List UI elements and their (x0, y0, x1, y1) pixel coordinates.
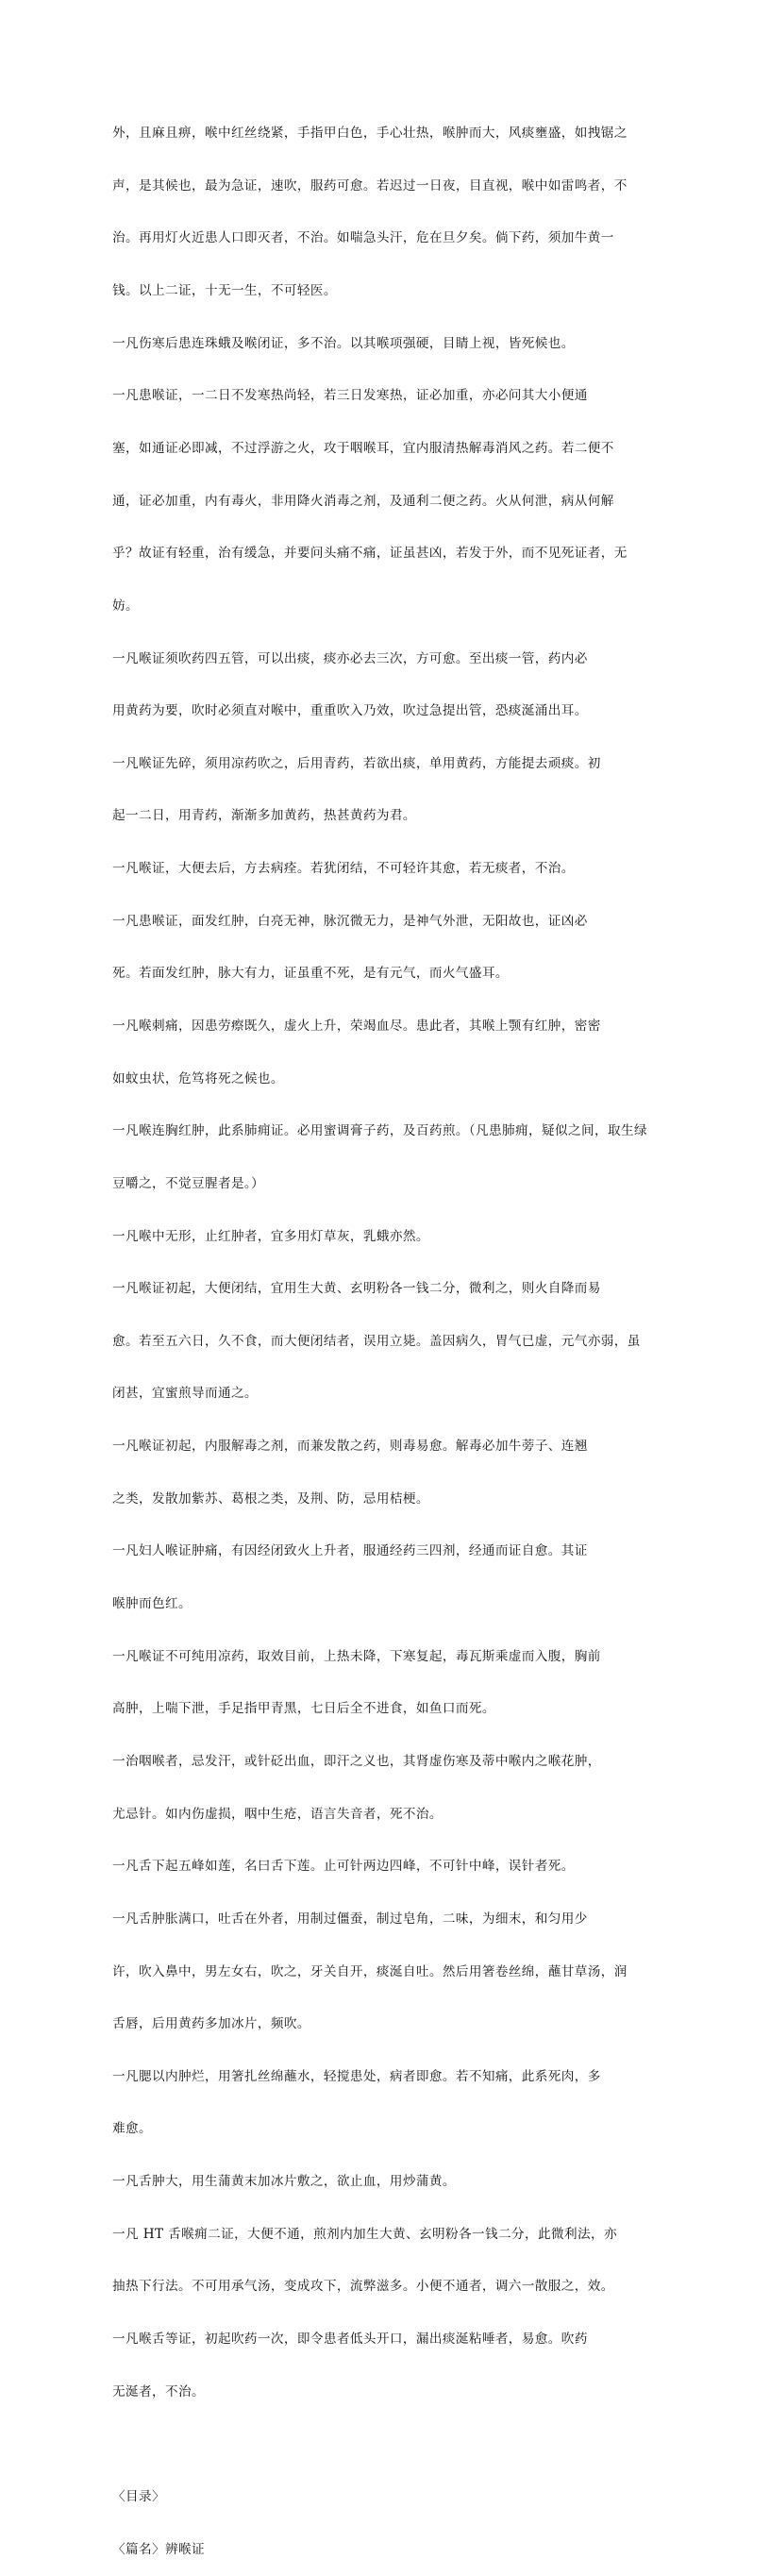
text-line: 通，证必加重，内有毒火，非用降火消毒之剂，及通利二便之药。火从何泄，病从何解 (112, 493, 614, 509)
text-line: 许，吹入鼻中，男左女右，吹之，牙关自开，痰涎自吐。然后用箸卷丝绵，蘸甘草汤，润 (112, 1963, 628, 1979)
text-line: 一凡喉连胸红肿，此系肺痈证。必用蜜调膏子药，及百药煎。（凡患肺痈，疑似之间，取生绿 (112, 1123, 647, 1139)
text-line: 一凡喉舌等证，初起吹药一次，即令患者低头开口，漏出痰涎粘唾者，易愈。吹药 (112, 2332, 588, 2347)
text-line: 用黄药为要，吹时必须直对喉中，重重吹入乃效，吹过急提出管，恐痰涎涌出耳。 (112, 703, 588, 719)
text-line: 愈。若至五六日，久不食，而大便闭结者，误用立毙。盖因病久，胃气已虚，元气亦弱，虽 (112, 1333, 641, 1349)
text-line: 一凡喉中无形，止红肿者，宜多用灯草灰，乳蛾亦然。 (112, 1228, 429, 1244)
text-line: 一凡舌肿胀满口，吐舌在外者，用制过僵蚕，制过皂角，二味，为细末，和匀用少 (112, 1911, 588, 1927)
text-line: 一凡喉证须吹药四五管，可以出痰，痰亦必去三次，方可愈。至出痰一管，药内必 (112, 650, 588, 666)
text-line: 一凡患喉证，一二日不发寒热尚轻，若三日发寒热，证必加重，亦必问其大小便通 (112, 388, 588, 404)
text-line: 一凡舌肿大，用生蒲黄末加冰片敷之，欲止血，用炒蒲黄。 (112, 2174, 456, 2190)
text-line: 豆嚼之，不觉豆腥者是。） (112, 1175, 265, 1191)
blank-line (112, 2435, 660, 2453)
text-line: 一治咽喉者，忌发汗，或针砭出血，即汗之义也，其肾虚伤寒及蒂中喉内之喉花肿， (112, 1753, 601, 1769)
text-line: 如蚊虫状，危笃将死之候也。 (112, 1070, 284, 1086)
text-line: 起一二日，用青药，渐渐多加黄药，热甚黄药为君。 (112, 808, 416, 824)
text-line: 舌唇，后用黄药多加冰片，频吹。 (112, 2016, 310, 2032)
text-line: 难愈。 (112, 2121, 152, 2137)
text-line: 无涎者，不治。 (112, 2383, 205, 2399)
text-line: 抽热下行法。不可用承气汤，变成攻下，流弊滋多。小便不通者，调六一散服之，效。 (112, 2279, 614, 2295)
toc-marker: 〈目录〉 (112, 2488, 165, 2504)
text-line: 喉肿而色红。 (112, 1596, 192, 1612)
text-line: 闭甚，宜蜜煎导而通之。 (112, 1386, 258, 1402)
text-line: 一凡妇人喉证肿痛，有因经闭致火上升者，服通经药三四剂，经通而证自愈。其证 (112, 1543, 588, 1559)
text-line: 一凡喉证不可纯用凉药，取效目前，上热未降，下寒复起，毒瓦斯乘虚而入腹，胸前 (112, 1648, 601, 1664)
text-line: 塞，如通证必即减，不过浮游之火，攻于咽喉耳，宜内服清热解毒消风之药。若二便不 (112, 440, 614, 456)
text-line: 一凡喉证先碎，须用凉药吹之，后用青药，若欲出痰，单用黄药，方能提去顽痰。初 (112, 755, 601, 771)
text-line: 一凡喉刺痛，因患劳瘵既久，虚火上升，荣竭血尽。患此者，其喉上颚有红肿，密密 (112, 1018, 601, 1034)
text-line: 一凡喉证，大便去后，方去病痊。若犹闭结，不可轻许其愈，若无痰者，不治。 (112, 861, 575, 877)
text-line: 之类，发散加紫苏、葛根之类，及荆、防，忌用桔梗。 (112, 1490, 429, 1507)
text-line: 死。若面发红肿，脉大有力，证虽重不死，是有元气，而火气盛耳。 (112, 966, 509, 982)
text-line: 一凡伤寒后患连珠蛾及喉闭证，多不治。以其喉项强硬，目睛上视，皆死候也。 (112, 335, 575, 351)
text-line: 一凡 HT 舌喉痈二证，大便不通，煎剂内加生大黄、玄明粉各一钱二分，此微利法，亦 (112, 2226, 617, 2242)
text-line: 高肿，上喘下泄，手足指甲青黑，七日后全不进食，如鱼口而死。 (112, 1701, 495, 1717)
text-line: 一凡患喉证，面发红肿，白亮无神，脉沉微无力，是神气外泄，无阳故也，证凶必 (112, 913, 588, 929)
text-line: 乎？故证有轻重，治有缓急，并要问头痛不痛，证虽甚凶，若发于外，而不见死证者，无 (112, 546, 628, 562)
text-line: 治。再用灯火近患人口即灭者，不治。如喘急头汗，危在旦夕矣。倘下药，须加牛黄一 (112, 230, 614, 246)
text-line: 妨。 (112, 598, 139, 614)
text-line: 一凡喉证初起，内服解毒之剂，而兼发散之药，则毒易愈。解毒必加牛蒡子、连翘 (112, 1439, 588, 1455)
text-line: 钱。以上二证，十无一生，不可轻医。 (112, 283, 337, 299)
text-line: 一凡喉证初起，大便闭结，宜用生大黄、玄明粉各一钱二分，微利之，则火自降而易 (112, 1281, 601, 1297)
chapter-marker: 〈篇名〉辨喉证 (112, 2541, 205, 2557)
text-line: 一凡腮以内肿烂，用箸扎丝绵蘸水，轻搅患处，病者即愈。若不知痛，此系死肉，多 (112, 2068, 601, 2084)
text-line: 外，且麻且痹，喉中红丝绕紧，手指甲白色，手心壮热，喉肿而大，风痰壅盛，如拽锯之 (112, 126, 628, 142)
text-line: 声，是其候也，最为急证，速吹，服药可愈。若迟过一日夜，目直视，喉中如雷鸣者，不 (112, 177, 628, 194)
text-line: 尤忌针。如内伤虚损，咽中生疮，语言失音者，死不治。 (112, 1806, 443, 1822)
text-line: 一凡舌下起五峰如莲，名曰舌下莲。止可针两边四峰，不可针中峰，误针者死。 (112, 1859, 575, 1875)
document-body (112, 90, 660, 2576)
